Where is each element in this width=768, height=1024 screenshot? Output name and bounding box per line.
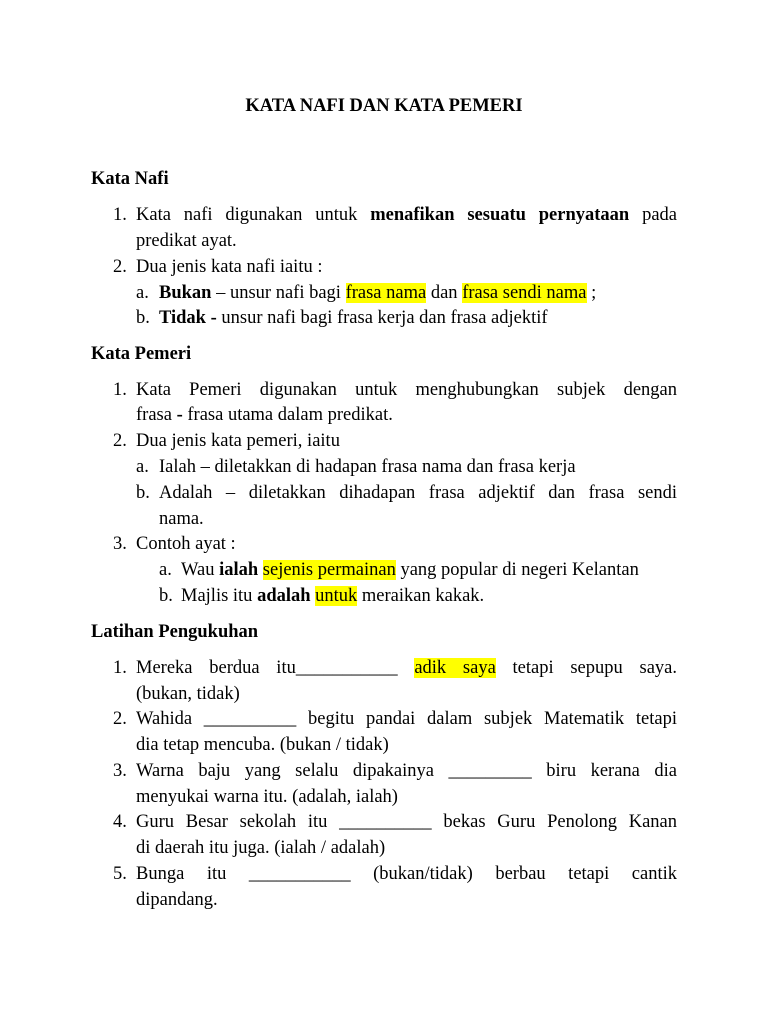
exercise-line: Guru Besar sekolah itu __________ bekas Guru Penolong Kanan bbox=[136, 812, 677, 832]
text-run: tetapi sepupu saya. bbox=[495, 658, 678, 678]
sub-label: a. bbox=[136, 283, 149, 303]
heading-kata-nafi: Kata Nafi bbox=[91, 169, 169, 189]
sub-label: b. bbox=[136, 308, 150, 328]
page-title: KATA NAFI DAN KATA PEMERI bbox=[245, 96, 523, 116]
sub-item-line bbox=[159, 280, 596, 306]
text-run: yang popular di negeri Kelantan bbox=[395, 560, 639, 580]
list-item-line: Kata Pemeri digunakan untuk menghubungkan subjek dengan bbox=[136, 380, 677, 400]
list-number: 1. bbox=[113, 205, 127, 225]
text-run: Kata nafi digunakan untuk bbox=[136, 205, 371, 225]
sub-item-line bbox=[159, 305, 548, 331]
list-number: 2. bbox=[113, 431, 127, 451]
exercise-line: di daerah itu juga. (ialah / adalah) bbox=[136, 838, 386, 858]
highlighted-text: untuk bbox=[315, 586, 358, 606]
text-run: unsur nafi bagi frasa kerja dan frasa adjektif bbox=[216, 308, 548, 328]
list-item-line: Contoh ayat : bbox=[136, 534, 236, 554]
text-run: dan bbox=[426, 283, 463, 303]
highlighted-text: frasa sendi nama bbox=[462, 283, 587, 303]
heading-kata-pemeri: Kata Pemeri bbox=[91, 344, 192, 364]
list-item-line bbox=[136, 202, 677, 228]
exercise-line: Bunga itu ___________ (bukan/tidak) berbau tetapi cantik bbox=[136, 864, 677, 884]
sub-label: b. bbox=[136, 483, 150, 503]
bold-text: - bbox=[176, 405, 183, 425]
list-item-line: Dua jenis kata pemeri, iaitu bbox=[136, 431, 340, 451]
bold-text: Tidak - bbox=[159, 308, 217, 328]
list-item-line: Dua jenis kata nafi iaitu : bbox=[136, 257, 323, 277]
list-number: 3. bbox=[113, 761, 127, 781]
list-number: 4. bbox=[113, 812, 127, 832]
bold-text: adalah bbox=[257, 586, 311, 606]
text-run: Majlis itu bbox=[181, 586, 258, 606]
sub-item-line: Adalah – diletakkan dihadapan frasa adjektif dan frasa sendi bbox=[159, 483, 677, 503]
list-item-line: predikat ayat. bbox=[136, 231, 237, 251]
text-run: Wau bbox=[181, 560, 220, 580]
text-run: ; bbox=[586, 283, 597, 303]
sub-item-line: Ialah – diletakkan di hadapan frasa nama dan frasa kerja bbox=[159, 457, 576, 477]
list-number: 1. bbox=[113, 380, 127, 400]
bold-text: ialah bbox=[219, 560, 259, 580]
text-run: frasa utama dalam predikat. bbox=[182, 405, 393, 425]
highlighted-text: sejenis permainan bbox=[262, 560, 396, 580]
text-run: frasa bbox=[136, 405, 177, 425]
text-run: – unsur nafi bagi bbox=[211, 283, 346, 303]
exercise-line bbox=[136, 655, 677, 681]
text-run: pada bbox=[629, 205, 677, 225]
highlighted-text: adik saya bbox=[414, 658, 496, 678]
list-number: 2. bbox=[113, 709, 127, 729]
sub-item-line: nama. bbox=[159, 509, 204, 529]
sub-label: b. bbox=[159, 586, 173, 606]
bold-text: Bukan bbox=[159, 283, 212, 303]
exercise-line: Warna baju yang selalu dipakainya _________ biru kerana dia bbox=[136, 761, 677, 781]
example-line bbox=[181, 583, 484, 609]
list-number: 5. bbox=[113, 864, 127, 884]
example-line bbox=[181, 557, 639, 583]
sub-label: a. bbox=[136, 457, 149, 477]
list-number: 2. bbox=[113, 257, 127, 277]
text-run: Mereka berdua itu___________ bbox=[136, 658, 415, 678]
list-number: 3. bbox=[113, 534, 127, 554]
exercise-line: dipandang. bbox=[136, 890, 218, 910]
list-item-line bbox=[136, 402, 393, 428]
list-number: 1. bbox=[113, 658, 127, 678]
exercise-line: dia tetap mencuba. (bukan / tidak) bbox=[136, 735, 389, 755]
bold-text: menafikan sesuatu pernyataan bbox=[370, 205, 630, 225]
exercise-line: (bukan, tidak) bbox=[136, 684, 240, 704]
sub-label: a. bbox=[159, 560, 172, 580]
highlighted-text: frasa nama bbox=[345, 283, 427, 303]
exercise-line: Wahida __________ begitu pandai dalam subjek Matematik tetapi bbox=[136, 709, 677, 729]
exercise-line: menyukai warna itu. (adalah, ialah) bbox=[136, 787, 398, 807]
heading-latihan-pengukuhan: Latihan Pengukuhan bbox=[91, 622, 259, 642]
text-run: meraikan kakak. bbox=[357, 586, 485, 606]
